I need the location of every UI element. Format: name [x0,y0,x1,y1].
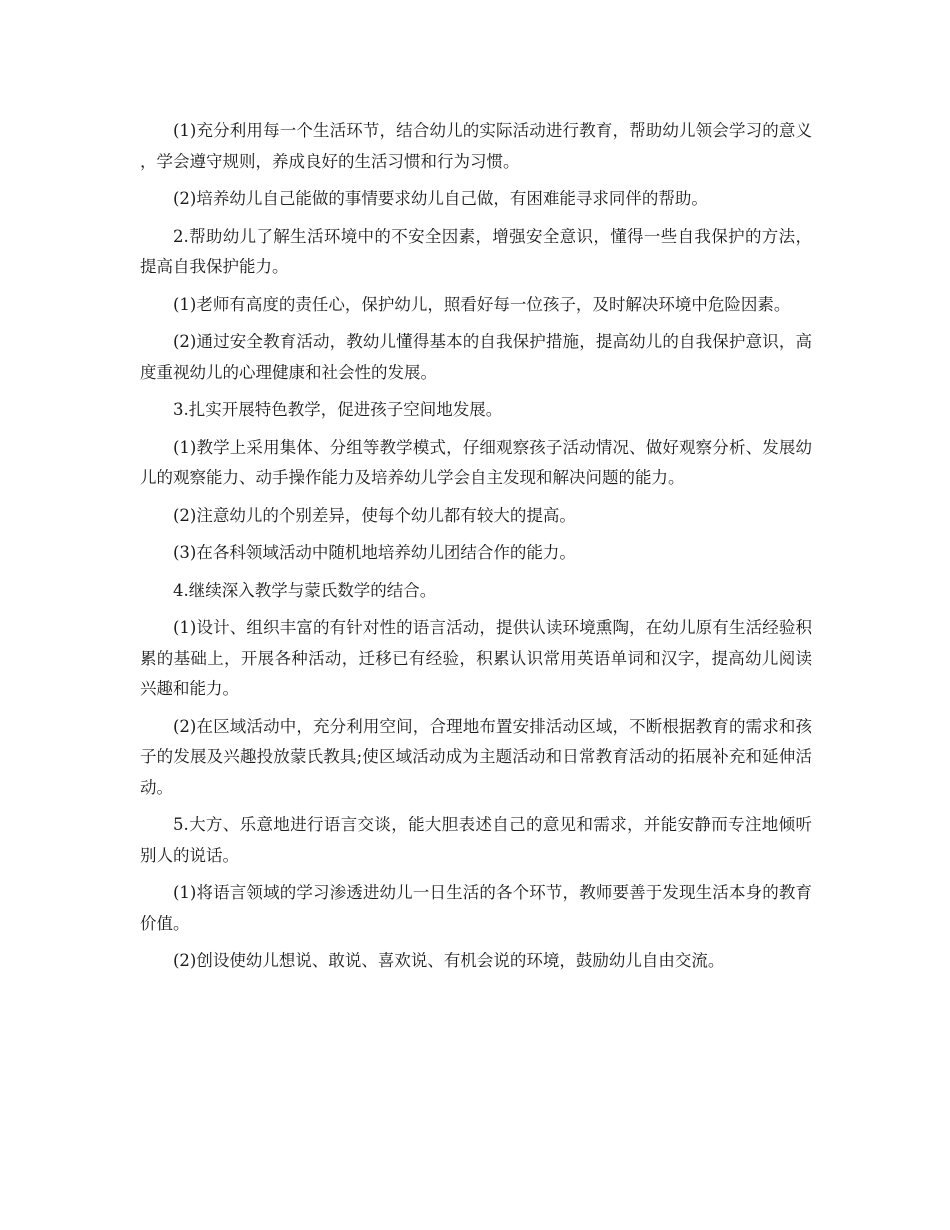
paragraph-5-2: (2)创设使幼儿想说、敢说、喜欢说、有机会说的环境，鼓励幼儿自由交流。 [173,951,725,970]
paragraph-3-2: (2)注意幼儿的个别差异，使每个幼儿都有较大的提高。 [173,505,576,525]
section-heading-3: 3.扎实开展特色教学，促进孩子空间地发展。 [173,400,503,419]
paragraph-1-2: (2)培养幼儿自己能做的事情要求幼儿自己做，有困难能寻求同伴的帮助。 [173,189,708,208]
paragraph-3-3: (3)在各科领域活动中随机地培养幼儿团结合作的能力。 [173,543,576,562]
section-heading-2: 2.帮助幼儿了解生活环境中的不安全因素，增强安全意识，懂得一些自我保护的方法，提高自我保护能力。 [140,226,812,276]
section-heading-5: 5.大方、乐意地进行语言交谈，能大胆表述自己的意见和需求，并能安静而专注地倾听别人的说话。 [140,815,812,865]
paragraph-3-1: (1)教学上采用集体、分组等教学模式，仔细观察孩子活动情况、做好观察分析、发展幼儿的观察能力、动手操作能力及培养幼儿学会自主发现和解决问题的能力。 [140,437,812,487]
document-body [140,116,812,984]
paragraph-2-1: (1)老师有高度的责任心，保护幼儿，照看好每一位孩子，及时解决环境中危险因素。 [173,294,791,314]
paragraph-4-1: (1)设计、组织丰富的有针对性的语言活动，提供认读环境熏陶，在幼儿原有生活经验积累的基础上，开展各种活动，迁移已有经验，积累认识常用英语单词和汉字，提高幼儿阅读兴趣和能力。 [140,618,812,698]
paragraph-2-2: (2)通过安全教育活动，教幼儿懂得基本的自我保护措施，提高幼儿的自我保护意识，高度重视幼儿的心理健康和社会性的发展。 [140,332,812,382]
paragraph-5-1: (1)将语言领域的学习渗透进幼儿一日生活的各个环节，教师要善于发现生活本身的教育价值。 [140,883,812,933]
paragraph-4-2: (2)在区域活动中，充分利用空间，合理地布置安排活动区域，不断根据教育的需求和孩子的发展及兴趣投放蒙氏教具;使区域活动成为主题活动和日常教育活动的拓展补充和延伸活动。 [140,716,812,797]
section-heading-4: 4.继续深入教学与蒙氏数学的结合。 [173,580,437,600]
paragraph-1-1: (1)充分利用每一个生活环节，结合幼儿的实际活动进行教育，帮助幼儿领会学习的意义，学会遵守规则，养成良好的生活习惯和行为习惯。 [140,121,812,171]
